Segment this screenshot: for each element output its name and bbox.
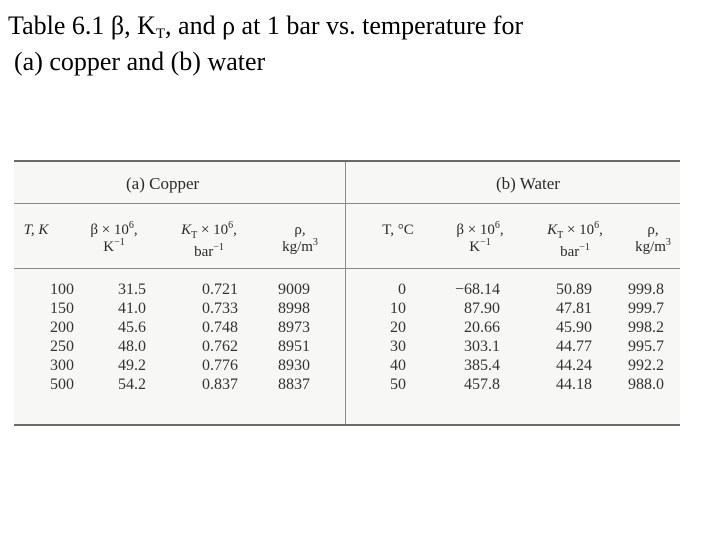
group-header-copper: (a) Copper xyxy=(126,174,200,193)
water-header-t: T, °C xyxy=(382,222,414,238)
group-header-rule xyxy=(14,203,680,204)
table-cell: −68.14 xyxy=(454,281,500,298)
copper-col-beta xyxy=(94,280,146,394)
table-cell: 44.18 xyxy=(556,376,592,393)
title-line-2: (a) copper and (b) water xyxy=(14,47,266,76)
water-col-rho xyxy=(612,280,664,394)
table-cell: 998.2 xyxy=(628,319,664,336)
copper-header-rho: ρ, $kg/m^3$ xyxy=(282,222,318,255)
table-bottom-rule xyxy=(14,424,680,426)
table-cell: 9009 xyxy=(278,281,310,298)
table-cell: 50 xyxy=(390,376,406,393)
table-cell: 20 xyxy=(390,319,406,336)
table-cell: 250 xyxy=(50,338,74,355)
title-line-1: Table 6.1 β, $K_T$, and ρ at 1 bar vs. temperature for xyxy=(8,11,524,42)
table-cell: 500 xyxy=(50,376,74,393)
table-cell: 0.733 xyxy=(202,300,238,317)
page-title xyxy=(8,8,523,80)
copper-col-t xyxy=(20,280,74,394)
table-cell: 0.837 xyxy=(202,376,238,393)
water-col-beta xyxy=(432,280,500,394)
table-cell: 50.89 xyxy=(556,281,592,298)
table-cell: 995.7 xyxy=(628,338,664,355)
copper-header-t: T, K xyxy=(23,222,49,238)
water-header-rho: ρ, $kg/m^3$ xyxy=(635,222,671,255)
table-cell: 0.776 xyxy=(202,357,238,374)
table-cell: 49.2 xyxy=(118,357,146,374)
table-cell: 45.90 xyxy=(556,319,592,336)
table-cell: 41.0 xyxy=(118,300,146,317)
table-cell: 200 xyxy=(50,319,74,336)
column-header-rule xyxy=(14,268,680,269)
table-cell: 8930 xyxy=(278,357,310,374)
table-cell: 988.0 xyxy=(628,376,664,393)
group-separator xyxy=(345,162,346,424)
table-top-rule xyxy=(14,160,680,162)
table-cell: 30 xyxy=(390,338,406,355)
table-cell: 20.66 xyxy=(464,319,500,336)
table-cell: 303.1 xyxy=(464,338,500,355)
water-col-t xyxy=(364,280,406,394)
table-cell: 100 xyxy=(50,281,74,298)
copper-col-kt xyxy=(180,280,238,394)
group-header-water: (b) Water xyxy=(496,174,560,193)
table-cell: 8951 xyxy=(278,338,310,355)
table-cell: 992.2 xyxy=(628,357,664,374)
table-cell: 0.748 xyxy=(202,319,238,336)
water-header-kt: $K_T \times 10^6$, bar$^{-1}$ xyxy=(547,220,603,260)
copper-header-kt: $K_T \times 10^6$, bar$^{-1}$ xyxy=(181,220,237,260)
table-cell: 8998 xyxy=(278,300,310,317)
table-cell: 31.5 xyxy=(118,281,146,298)
table-cell: 87.90 xyxy=(464,300,500,317)
table-cell: 0.762 xyxy=(202,338,238,355)
table-cell: 44.77 xyxy=(556,338,592,355)
water-header-beta: $\beta \times 10^6$, $K^{-1}$ xyxy=(456,220,504,255)
table-cell: 48.0 xyxy=(118,338,146,355)
table-cell: 385.4 xyxy=(464,357,500,374)
table-cell: 8837 xyxy=(278,376,310,393)
table-cell: 45.6 xyxy=(118,319,146,336)
table-cell: 47.81 xyxy=(556,300,592,317)
table-cell: 999.7 xyxy=(628,300,664,317)
table-cell: 44.24 xyxy=(556,357,592,374)
table-cell: 8973 xyxy=(278,319,310,336)
copper-header-beta: $\beta \times 10^6$, $K^{-1}$ xyxy=(90,220,138,255)
table-cell: 457.8 xyxy=(464,376,500,393)
table-cell: 300 xyxy=(50,357,74,374)
table-cell: 40 xyxy=(390,357,406,374)
table-cell: 150 xyxy=(50,300,74,317)
data-table xyxy=(14,160,680,426)
table-cell: 999.8 xyxy=(628,281,664,298)
table-cell: 54.2 xyxy=(118,376,146,393)
table-cell: 10 xyxy=(390,300,406,317)
table-cell: 0 xyxy=(398,281,406,298)
water-col-kt xyxy=(534,280,592,394)
copper-col-rho xyxy=(264,280,310,394)
table-cell: 0.721 xyxy=(202,281,238,298)
